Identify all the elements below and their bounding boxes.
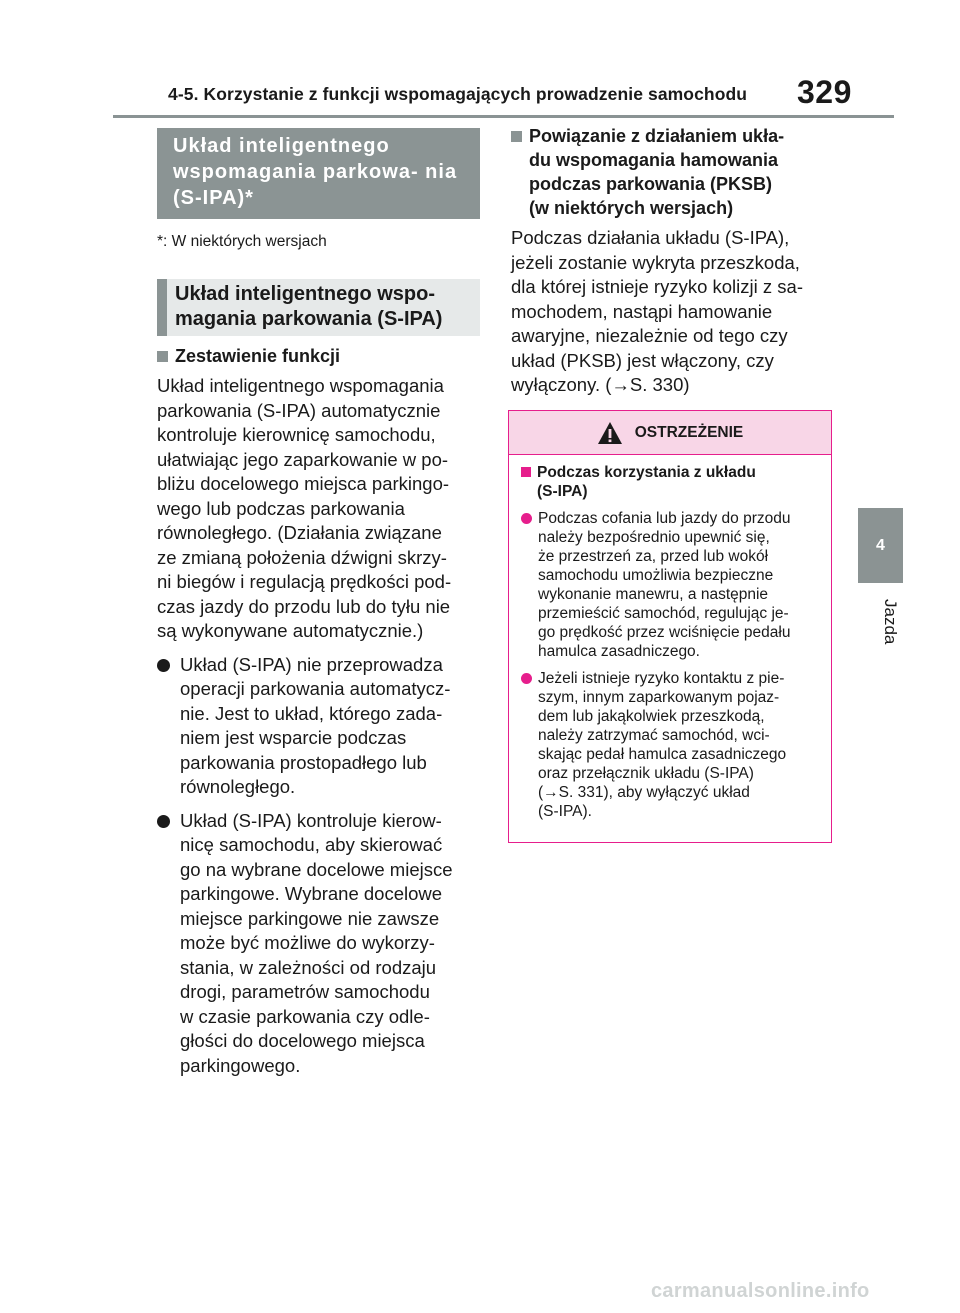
bullet-text: Układ (S-IPA) kontroluje kierow- nicę samochodu, aby skierować go na wybrane docelowe miejsce parkingowe. Wybrane docelowe miejsce parkingowe nie zawsze może być możliwe do wykorzy- stania, w zależności od rodzaju drogi, parametrów samochodu w czasie parkowania czy odle- głości do docelowego miejsca parkingowego. — [180, 809, 453, 1076]
overview-paragraph: Układ inteligentnego wspomagania parkowania (S-IPA) automatycznie kontroluje kierownicę samochodu, ułatwiając jego zaparkowanie w po- bliżu docelowego miejsca parkingo- wego lub podczas parkowania równoległego. (Działania związane ze zmianą położenia dźwigni skrzy- ni biegów i regulacją prędkości pod- czas jazdy do przodu lub do tyłu nie są wykonywane automatycznie.) — [157, 375, 452, 641]
section-title: Układ inteligentnego wspomagania parkowa- nia (S-IPA)* — [173, 135, 458, 209]
list-item — [157, 809, 481, 1079]
chapter-label: Jazda — [881, 599, 900, 645]
warning-body — [509, 455, 831, 821]
round-bullet-icon — [521, 513, 532, 524]
chapter-tab[interactable] — [858, 508, 903, 583]
subsection-title: Układ inteligentnego wspo- magania parkowania (S-IPA) — [175, 283, 443, 330]
warning-subheading — [521, 463, 821, 501]
square-bullet-icon — [511, 131, 522, 142]
right-column — [511, 124, 831, 398]
footnote-versions: *: W niektórych wersjach — [157, 233, 327, 250]
section-title-box — [157, 128, 480, 219]
bullet-text: Jeżeli istnieje ryzyko kontaktu z pie- szym, innym zaparkowanym pojaz- dem lub jakąkolwiek przeszkodą, należy zatrzymać samochód, wci- skając pedał hamulca zasadniczego oraz przełącznik układu (S-IPA) (→S. 331), aby wyłączyć układ (S-IPA). — [538, 670, 787, 820]
warning-triangle-icon — [597, 421, 623, 445]
square-bullet-icon — [521, 467, 531, 477]
square-bullet-icon — [157, 351, 168, 362]
warning-box — [508, 410, 832, 843]
chapter-number: 4 — [876, 536, 885, 554]
subsection-title-box — [157, 279, 480, 336]
warning-header — [509, 411, 831, 455]
page-number: 329 — [797, 74, 852, 110]
round-bullet-icon — [157, 815, 170, 828]
running-header: 4-5. Korzystanie z funkcji wspomagających prowadzenie samochodu — [168, 84, 748, 104]
watermark: carmanualsonline.info — [651, 1280, 870, 1302]
heading-text: Powiązanie z działaniem ukła- du wspomagania hamowania podczas parkowania (PKSB) (w niektórych wersjach) — [529, 126, 785, 218]
list-item — [521, 669, 821, 821]
header-rule — [113, 115, 894, 118]
bullet-text: Podczas cofania lub jazdy do przodu należy bezpośrednio upewnić się, że przestrzeń za, przed lub wokół samochodu umożliwia bezpieczne wykonanie manewru, a następnie przemieścić samochód, regulując je- go prędkość przez wciśnięcie pedału hamulca zasadniczego. — [538, 510, 791, 660]
list-item — [157, 653, 481, 800]
subheading-text: Podczas korzystania z układu (S-IPA) — [537, 464, 756, 500]
list-item — [521, 509, 821, 661]
left-column — [157, 344, 481, 1078]
warning-title: OSTRZEŻENIE — [634, 423, 744, 441]
pksb-paragraph: Podczas działania układu (S-IPA), jeżeli zostanie wykryta przeszkoda, dla której istnieje ryzyko kolizji z sa- mochodem, nastąpi hamowanie awaryjne, niezależnie od tego czy układ (PKSB) jest włączony, czy wyłączony. (→S. 330) — [511, 227, 803, 395]
round-bullet-icon — [521, 673, 532, 684]
pksb-heading — [511, 124, 831, 220]
bullet-text: Układ (S-IPA) nie przeprowadza operacji parkowania automatycz- nie. Jest to układ, którego zada- niem jest wsparcie podczas parkowania prostopadłego lub równoległego. — [180, 653, 451, 797]
heading-text: Zestawienie funkcji — [175, 346, 341, 366]
function-overview-heading — [157, 344, 481, 368]
round-bullet-icon — [157, 659, 170, 672]
